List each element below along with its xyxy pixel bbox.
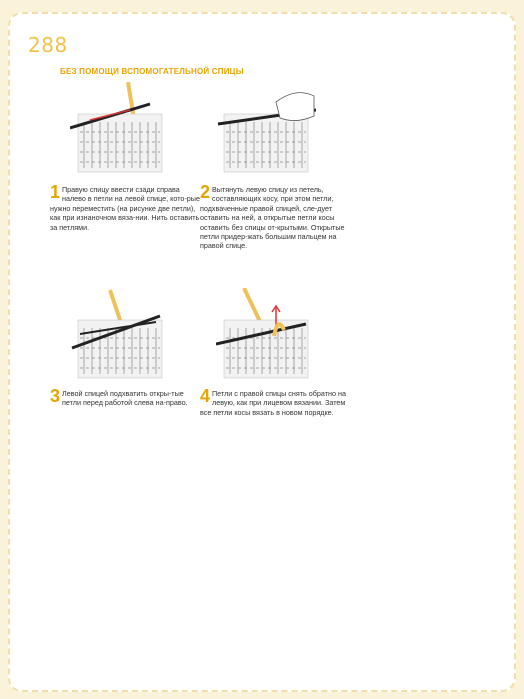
page-number: 288 [28,33,68,57]
step-text: Вытянуть левую спицу из петель, составляющих косу, при этом петли, подхваченные правой спицей, сле-дует оставить на ней, а открытые петли косы оставить без спицы от-крытыми. Открытые петли придер-жать большим пальцем на правой спице. [200,185,345,251]
step-4 [200,386,350,417]
knitting-illustration-4 [216,288,316,388]
step-1 [50,182,200,232]
step-number: 4 [200,386,211,406]
page-sheet [8,12,516,692]
step-number: 1 [50,182,61,202]
step-number: 2 [200,182,211,202]
step-number: 3 [50,386,61,406]
section-title: БЕЗ ПОМОЩИ ВСПОМОГАТЕЛЬНОЙ СПИЦЫ [60,67,244,76]
knitting-illustration-2 [216,82,316,182]
step-text: Петли с правой спицы снять обратно на левую, как при лицевом вязании. Затем все петли косы вязать в новом порядке. [200,389,346,417]
knitting-illustration-1 [70,82,170,182]
step-text: Левой спицей подхватить откры-тые петли перед работой слева на-право. [62,389,188,408]
step-2 [200,182,350,251]
knitting-illustration-3 [70,288,170,388]
step-text: Правую спицу ввести сзади справа налево в петли на левой спице, кото-рые нужно переместить (на рисунке две петли), как при изнаночном вяза-нии. Нить оставить за петлями. [50,185,200,232]
step-3 [50,386,200,408]
